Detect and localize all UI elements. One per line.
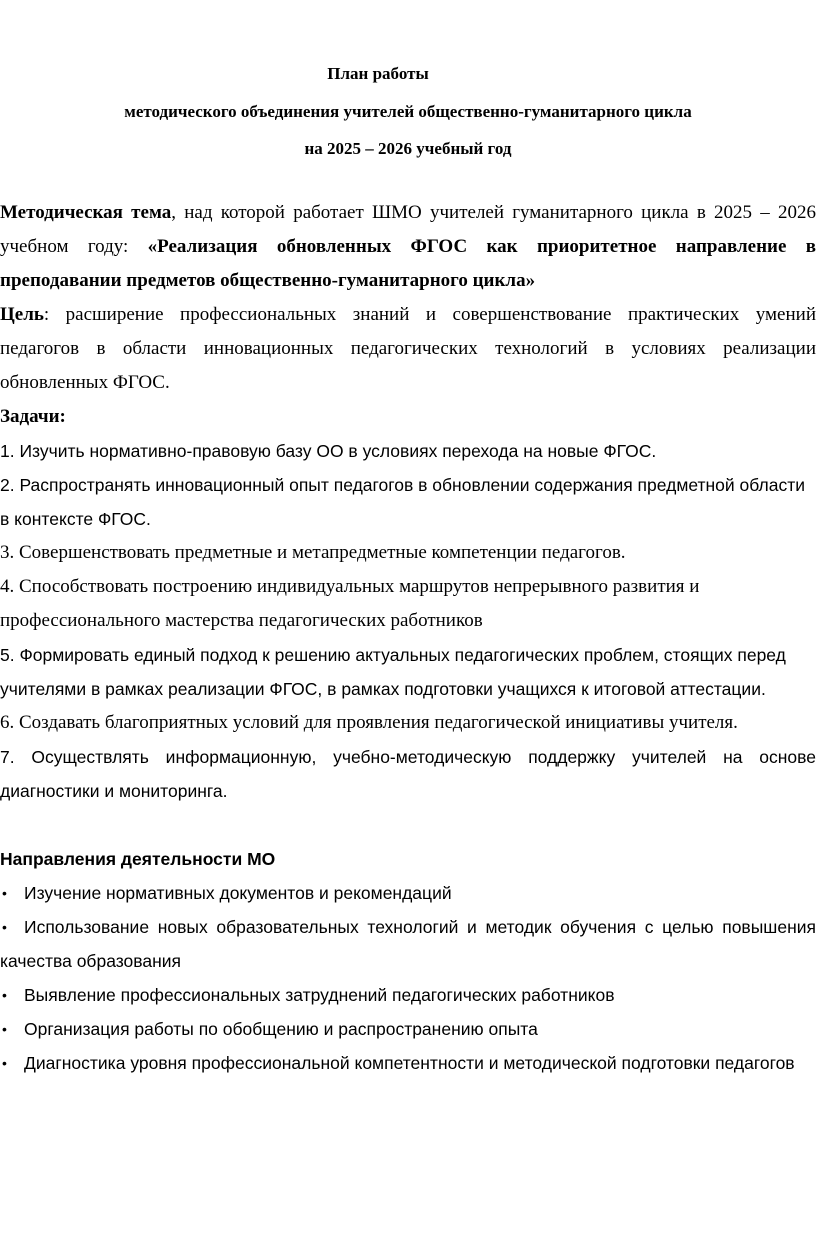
task-7-line-2: диагностики и мониторинга. <box>0 781 228 801</box>
list-item-continuation <box>0 944 816 978</box>
document-body <box>0 196 816 1080</box>
goal-text-1: : расширение профессиональных знаний и совершенствование практических умений <box>43 304 816 325</box>
task-4-line-2: профессионального мастерства педагогических работников <box>0 610 483 631</box>
theme-topic-2: преподавании предметов общественно-гуманитарного цикла» <box>0 270 536 291</box>
theme-line-2 <box>0 230 816 264</box>
title-line-3: на 2025 – 2026 учебный год <box>304 139 512 158</box>
bullet-icon: • <box>2 987 7 1003</box>
theme-topic-1: «Реализация обновленных ФГОС как приоритетное направление в <box>147 236 816 257</box>
goal-line-3: обновленных ФГОС. <box>0 372 170 393</box>
title-line-2: методического объединения учителей общественно-гуманитарного цикла <box>124 102 692 121</box>
theme-line-3 <box>0 264 816 298</box>
theme-paragraph <box>0 196 816 230</box>
theme-text-2: учебном году: <box>0 236 148 257</box>
bullet-icon: • <box>2 1021 7 1037</box>
directions-list <box>0 876 816 1080</box>
task-5-line-2: учителями в рамках реализации ФГОС, в рамках подготовки учащихся к итоговой аттестации. <box>0 679 766 699</box>
task-2-line-2: в контексте ФГОС. <box>0 509 151 529</box>
bullet-icon: • <box>2 919 7 935</box>
task-3: 3. Совершенствовать предметные и метапредметные компетенции педагогов. <box>0 542 626 563</box>
task-4-line-1: 4. Способствовать построению индивидуальных маршрутов непрерывного развития и <box>0 576 700 597</box>
directions-label: Направления деятельности МО <box>0 849 276 869</box>
task-7-line-1: 7. Осуществлять информационную, учебно-методическую поддержку учителей на основе <box>0 747 816 767</box>
task-1: 1. Изучить нормативно-правовую базу ОО в условиях перехода на новые ФГОС. <box>0 441 657 461</box>
goal-label: Цель <box>0 304 44 325</box>
list-item <box>0 1046 816 1080</box>
theme-label: Методическая тема <box>0 202 172 223</box>
list-item <box>0 1012 816 1046</box>
task-5-line-1: 5. Формировать единый подход к решению актуальных педагогических проблем, стоящих перед <box>0 645 786 665</box>
bullet-icon: • <box>2 885 7 901</box>
direction-text: качества образования <box>0 951 182 971</box>
list-item <box>0 876 816 910</box>
direction-text: Диагностика уровня профессиональной компетентности и методической подготовки педагогов <box>24 1053 795 1073</box>
list-item <box>0 978 816 1012</box>
task-6: 6. Создавать благоприятных условий для проявления педагогической инициативы учителя. <box>0 712 738 733</box>
direction-text: Организация работы по обобщению и распространению опыта <box>24 1019 538 1039</box>
tasks-label: Задачи: <box>0 406 66 427</box>
section-spacer <box>0 808 816 842</box>
task-2-line-1: 2. Распространять инновационный опыт педагогов в обновлении содержания предметной области <box>0 475 806 495</box>
theme-text-1: , над которой работает ШМО учителей гуманитарного цикла в 2025 – 2026 <box>171 202 816 223</box>
goal-paragraph <box>0 298 816 332</box>
list-item <box>0 910 816 944</box>
goal-line-2: педагогов в области инновационных педагогических технологий в условиях реализации <box>0 338 816 359</box>
direction-text: Изучение нормативных документов и рекомендаций <box>24 883 452 903</box>
title-line-1: План работы <box>327 64 429 83</box>
direction-text: Выявление профессиональных затруднений педагогических работников <box>24 985 615 1005</box>
bullet-icon: • <box>2 1055 7 1071</box>
direction-text: Использование новых образовательных технологий и методик обучения с целью повышения <box>24 917 816 937</box>
